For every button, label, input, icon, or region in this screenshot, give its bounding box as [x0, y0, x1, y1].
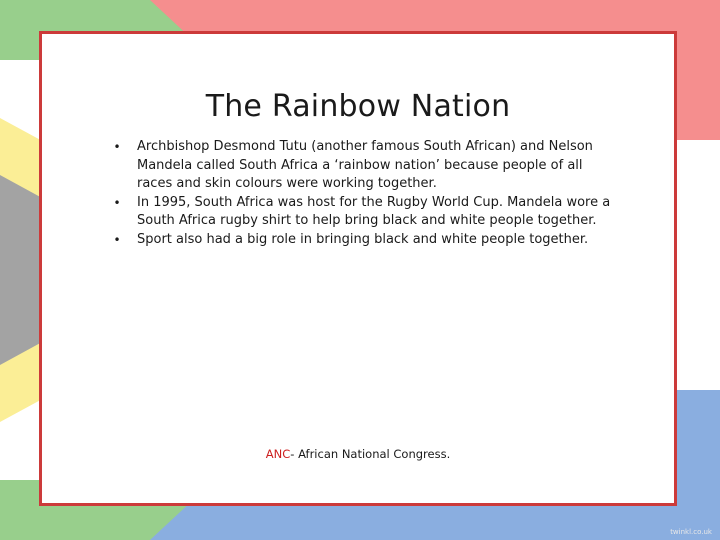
bullet-item	[112, 194, 612, 231]
footnote-abbreviation: ANC	[265, 447, 291, 461]
slide-card	[39, 31, 677, 506]
bullet-dot-icon: •	[113, 195, 121, 210]
bullet-item	[112, 138, 612, 194]
watermark: twinkl.co.uk	[670, 528, 712, 536]
bullet-dot-icon: •	[113, 232, 121, 247]
slide-title: The Rainbow Nation	[205, 89, 511, 124]
footnote	[42, 447, 674, 461]
bullet-text: In 1995, South Africa was host for the Rugby World Cup. Mandela wore a South Africa rugby shirt to help bring black and white people together.	[137, 194, 611, 228]
bullet-item	[112, 231, 612, 250]
footnote-text: - African National Congress.	[290, 447, 451, 461]
bullet-list	[112, 138, 612, 249]
bullet-text: Sport also had a big role in bringing black and white people together.	[137, 231, 589, 247]
bullet-dot-icon: •	[113, 140, 121, 154]
bullet-text: Archbishop Desmond Tutu (another famous South African) and Nelson Mandela called South Africa a ‘rainbow nation’ because people of all races and skin colours were working together.	[137, 139, 593, 191]
